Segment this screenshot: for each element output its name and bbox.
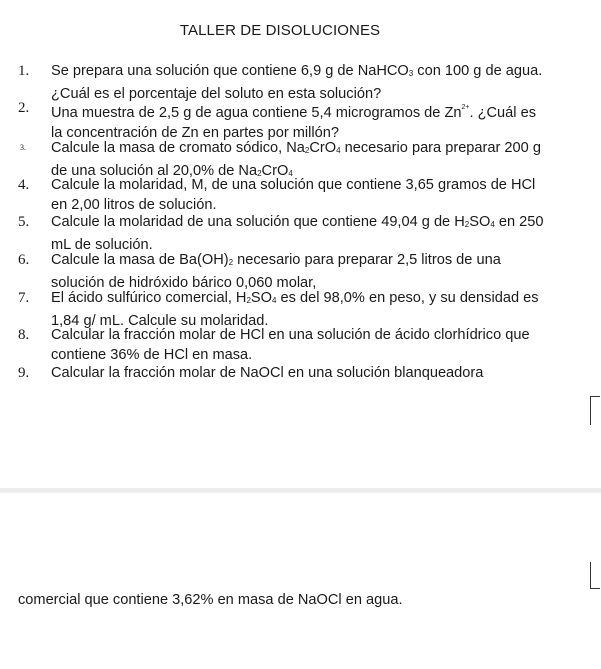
item-number: 1. bbox=[18, 63, 30, 79]
subscript: 4 bbox=[272, 296, 277, 305]
subscript: 2 bbox=[464, 220, 470, 229]
subscript: 2 bbox=[228, 258, 234, 267]
question-text: CrO bbox=[309, 140, 337, 156]
page-title: TALLER DE DISOLUCIONES bbox=[179, 22, 381, 39]
item-number: 3. bbox=[20, 143, 26, 152]
question-text: necesario para preparar 200 g bbox=[340, 140, 541, 156]
question-9 bbox=[18, 363, 588, 383]
page-divider bbox=[0, 488, 601, 493]
question-text: Calcule la masa de cromato sódico, Na bbox=[51, 140, 305, 156]
subscript: 2 bbox=[304, 146, 310, 155]
item-number: 6. bbox=[18, 252, 30, 268]
item-number: 9. bbox=[18, 365, 30, 381]
question-text: Una muestra de 2,5 g de agua contiene 5,4 microgramos de Zn bbox=[51, 105, 462, 121]
question-text: con 100 g de agua. bbox=[413, 63, 543, 79]
question-text: contiene 36% de HCl en masa. bbox=[51, 347, 253, 363]
crop-bracket-bottom bbox=[590, 562, 600, 589]
question-text: solución de hidróxido bárico 0,060 molar, bbox=[51, 275, 317, 291]
question-text: en 2,00 litros de solución. bbox=[51, 197, 217, 213]
question-text: Calcule la masa de Ba(OH) bbox=[51, 252, 229, 268]
question-text: ¿Cuál es el porcentaje del soluto en esta solución? bbox=[51, 86, 382, 102]
question-6 bbox=[18, 250, 588, 293]
item-number: 5. bbox=[18, 214, 30, 230]
question-text: la concentración de Zn en partes por millón? bbox=[51, 125, 339, 141]
question-9-continuation: comercial que contiene 3,62% en masa de NaOCl en agua. bbox=[18, 592, 403, 608]
superscript: 2+ bbox=[461, 104, 470, 111]
question-text: El ácido sulfúrico comercial, H bbox=[51, 290, 247, 306]
question-text: es del 98,0% en peso, y su densidad es bbox=[276, 290, 539, 306]
subscript: 4 bbox=[288, 169, 293, 178]
question-text: necesario para preparar 2,5 litros de una bbox=[233, 252, 501, 268]
question-4 bbox=[18, 175, 588, 215]
question-text: Calcule la molaridad de una solución que contiene 49,04 g de H bbox=[51, 214, 465, 230]
subscript: 2 bbox=[257, 169, 262, 178]
question-text: CrO bbox=[261, 163, 289, 179]
question-5 bbox=[18, 212, 588, 255]
question-text: SO bbox=[469, 214, 491, 230]
question-text: en 250 bbox=[494, 214, 544, 230]
question-text: SO bbox=[250, 290, 273, 306]
question-text: . ¿Cuál es bbox=[469, 105, 536, 121]
question-text: de una solución al 20,0% de Na bbox=[51, 163, 258, 179]
question-text: Calcule la molaridad, M, de una solución que contiene 3,65 gramos de HCl bbox=[51, 177, 536, 193]
question-text: mL de solución. bbox=[51, 237, 153, 253]
crop-bracket-top bbox=[590, 396, 600, 425]
question-text: Calcular la fracción molar de HCl en una solución de ácido clorhídrico que bbox=[51, 327, 530, 343]
item-number: 7. bbox=[18, 290, 30, 306]
subscript: 3 bbox=[408, 69, 414, 78]
question-2 bbox=[18, 98, 588, 143]
question-text: Calcular la fracción molar de NaOCl en una solución blanqueadora bbox=[51, 365, 484, 381]
item-number: 2. bbox=[18, 100, 30, 116]
question-text: 1,84 g/ mL. Calcule su molaridad. bbox=[51, 313, 269, 329]
subscript: 4 bbox=[336, 146, 341, 155]
question-text: Se prepara una solución que contiene 6,9 g de NaHCO bbox=[51, 63, 409, 79]
question-8 bbox=[18, 325, 588, 365]
subscript: 2 bbox=[246, 296, 251, 305]
item-number: 8. bbox=[18, 327, 30, 343]
item-number: 4. bbox=[18, 177, 30, 193]
subscript: 4 bbox=[490, 220, 495, 229]
